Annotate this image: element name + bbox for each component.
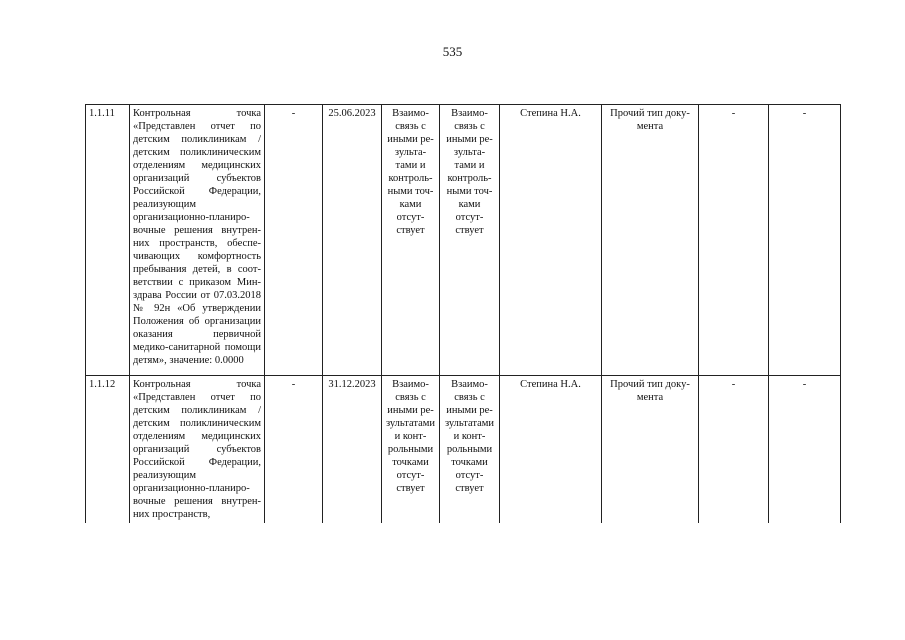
row-number: 1.1.11 — [86, 105, 130, 376]
control-points-table — [85, 104, 841, 523]
row-document-type: Прочий тип доку- мента — [602, 376, 699, 524]
row-number: 1.1.12 — [86, 376, 130, 524]
table-row — [86, 105, 841, 376]
row-end-date: 25.06.2023 — [323, 105, 382, 376]
row-end-date: 31.12.2023 — [323, 376, 382, 524]
row-link-next: Взаимо- связь с иными ре- зульта- тами и контроль- ными точ- ками отсут- ствует — [440, 105, 500, 376]
row-responsible: Степина Н.А. — [500, 105, 602, 376]
row-start-date: - — [265, 105, 323, 376]
row-start-date: - — [265, 376, 323, 524]
row-responsible: Степина Н.А. — [500, 376, 602, 524]
row-description: Контрольная точка «Представлен отчет по детским поликлиникам / детским поликлиническим отделениям медицинских организаций субъектов Российской Федерации, реализующим организационно-планировочные решения внутренних пространств, обеспечивающих комфортность пребывания детей, в соответствии с приказом Минздрава России от 07.03.2018 № 92н «Об утверждении Положения об организации оказания первичной медико-санитарной помощи детям», значение: 0.0000 — [130, 105, 265, 376]
row-document-type: Прочий тип доку- мента — [602, 105, 699, 376]
row-level: - — [699, 376, 769, 524]
row-extra: - — [769, 105, 841, 376]
row-link-previous: Взаимо- связь с иными ре- зульта- тами и контроль- ными точ- ками отсут- ствует — [382, 105, 440, 376]
page-number: 535 — [442, 44, 463, 59]
row-link-previous: Взаимо- связь с иными ре- зультатами и конт- рольными точками отсут- ствует — [382, 376, 440, 524]
row-description: Контрольная точка «Представлен отчет по детским поликлиникам / детским поликлиническим отделениям медицинских организаций субъектов Российской Федерации, реализующим организационно-планировочные решения внутренних пространств, — [130, 376, 265, 524]
table-row — [86, 376, 841, 524]
row-extra: - — [769, 376, 841, 524]
row-link-next: Взаимо- связь с иными ре- зультатами и конт- рольными точками отсут- ствует — [440, 376, 500, 524]
row-level: - — [699, 105, 769, 376]
